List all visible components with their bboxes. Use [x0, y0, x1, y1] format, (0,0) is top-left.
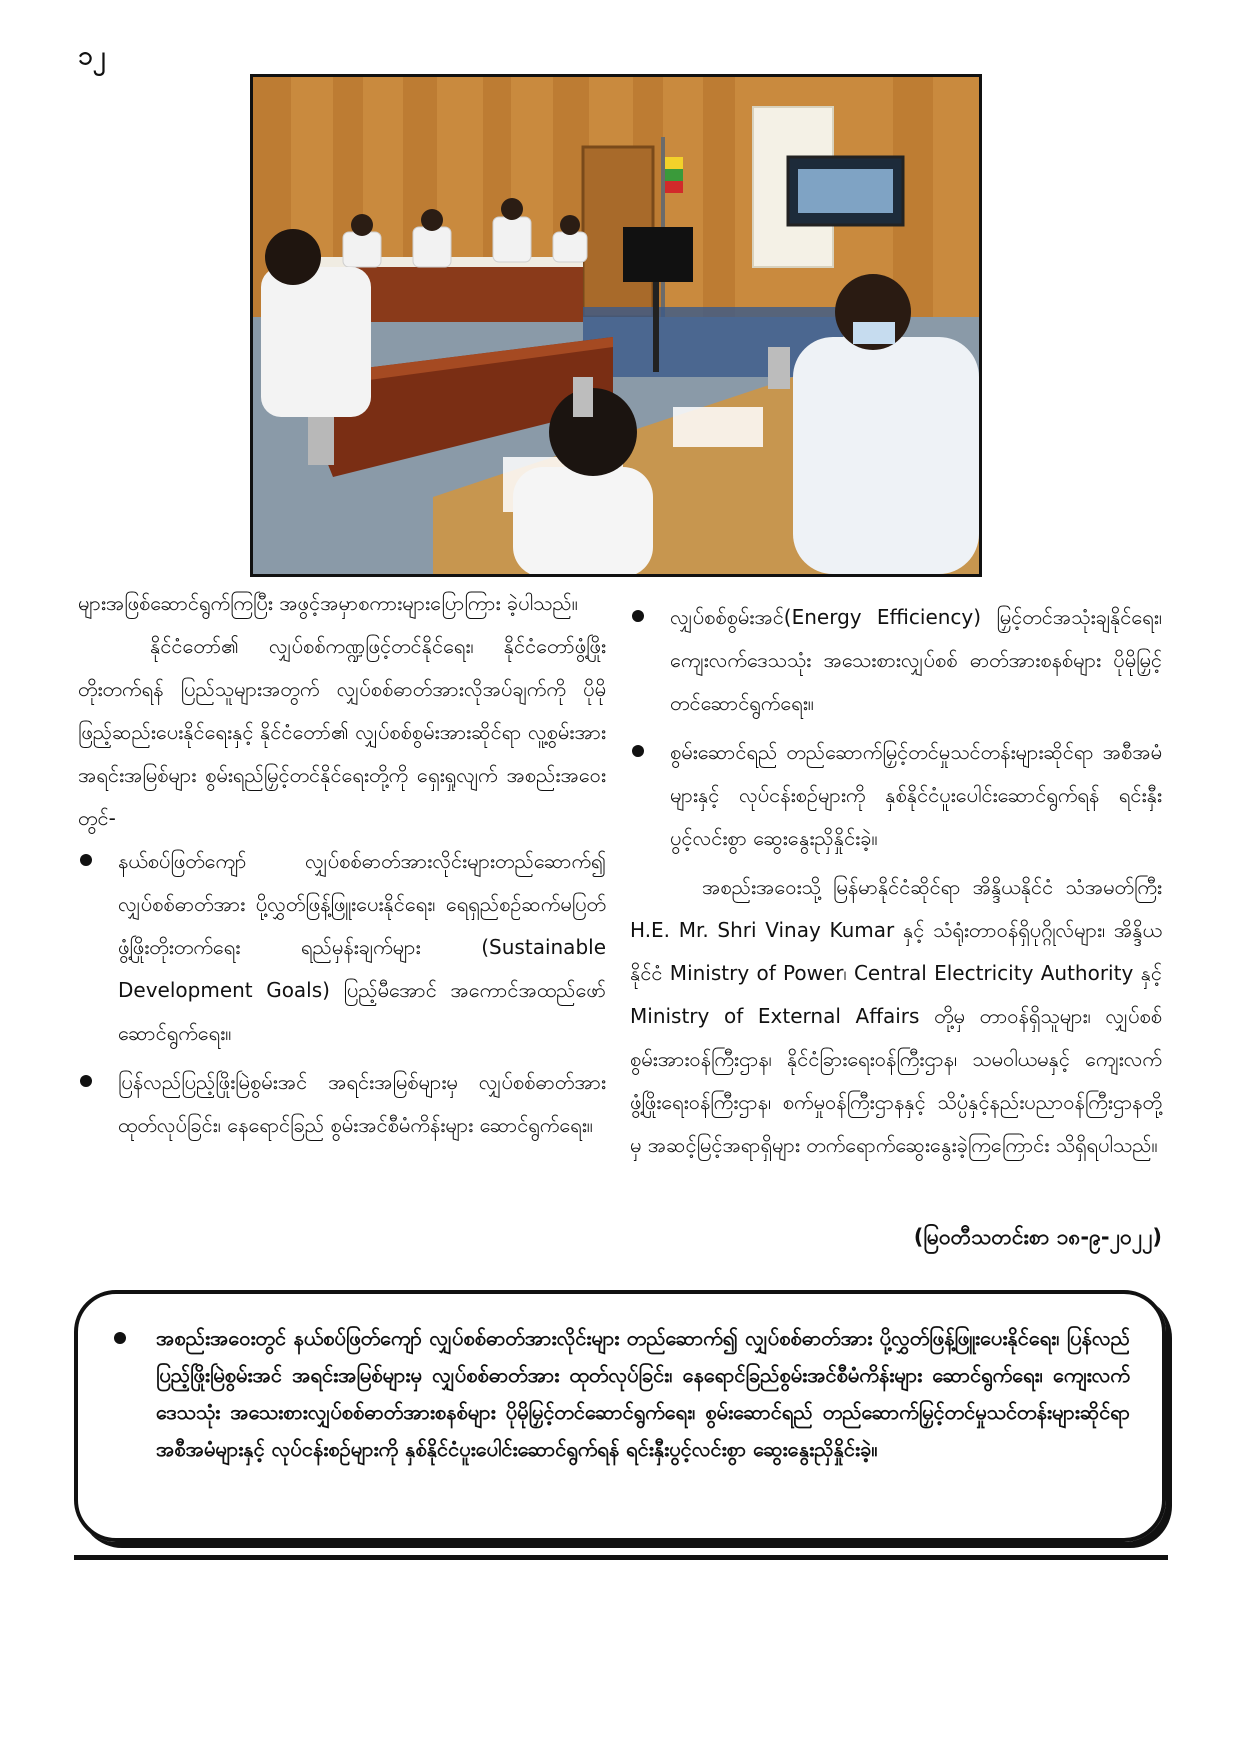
- list-item-text: နယ်စပ်ဖြတ်ကျော် လျှပ်စစ်ဓာတ်အားလိုင်းများတည်ဆောက်၍ လျှပ်စစ်ဓာတ်အား ပို့လွှတ်ဖြန့်ဖြူးပေးနိုင်ရေး၊ ရေရှည်စဉ်ဆက်မပြတ် ဖွံ့ဖြိုးတိုးတက်ရေး ရည်မှန်းချက်များ (Sustainable Development Goals) ပြည့်မီအောင် အကောင်အထည်ဖော် ဆောင်ရွက်ရေး။: [118, 849, 606, 1045]
- list-item: [630, 731, 1162, 860]
- right-bullet-list: [630, 596, 1162, 860]
- continuation-text: များအဖြစ်ဆောင်ရွက်ကြပြီး အဖွင့်အမှာစကားများပြောကြား ခဲ့ပါသည်။: [78, 591, 578, 615]
- page-number: ၁၂: [78, 41, 106, 71]
- attendees-paragraph: အစည်းအဝေးသို့ မြန်မာနိုင်ငံဆိုင်ရာ အိန္ဒိယနိုင်ငံ သံအမတ်ကြီး H.E. Mr. Shri Vinay Kumar နှင့် သံရုံးတာဝန်ရှိပုဂ္ဂိုလ်များ၊ အိန္ဒိယနိုင်ငံ Ministry of Power၊ Central Electricity Authority နှင့် Ministry of External Affairs တို့မှ တာဝန်ရှိသူများ၊ လျှပ်စစ်စွမ်းအားဝန်ကြီးဌာန၊ နိုင်ငံခြားရေးဝန်ကြီးဌာန၊ သမဝါယမနှင့် ကျေးလက်ဖွံ့ဖြိုးရေးဝန်ကြီးဌာန၊ စက်မှုဝန်ကြီးဌာနနှင့် သိပ္ပံနှင့်နည်းပညာဝန်ကြီးဌာနတို့မှ အဆင့်မြင့်အရာရှိများ တက်ရောက်ဆွေးနွေးခဲ့ကြကြောင်း သိရှိရပါသည်။: [630, 875, 1162, 1157]
- list-item: [112, 1320, 1130, 1468]
- bullet-dot-icon: [114, 1332, 126, 1344]
- list-item: [78, 840, 606, 1055]
- list-item-text: လျှပ်စစ်စွမ်းအင်(Energy Efficiency) မြှင့်တင်အသုံးချနိုင်ရေး၊ ကျေးလက်ဒေသသုံး အသေးစားလျှပ်စစ် ဓာတ်အားစနစ်များ ပိုမိုမြှင့်တင်ဆောင်ရွက်ရေး။: [670, 605, 1162, 715]
- bottom-divider: [74, 1555, 1168, 1560]
- list-item-text: စွမ်းဆောင်ရည် တည်ဆောက်မြှင့်တင်မှုသင်တန်းများဆိုင်ရာ အစီအမံများနှင့် လုပ်ငန်းစဉ်များကို နှစ်နိုင်ငံပူးပေါင်းဆောင်ရွက်ရန် ရင်းနှီးပွင့်လင်းစွာ ဆွေးနွေးညှိနှိုင်းခဲ့။: [670, 740, 1162, 850]
- bullet-dot-icon: [632, 745, 644, 757]
- source-citation: (မြဝတီသတင်းစာ ၁၈-၉-၂၀၂၂): [913, 1225, 1162, 1249]
- summary-box: [74, 1290, 1166, 1542]
- bullet-dot-icon: [632, 610, 644, 622]
- list-item-text: ပြန်လည်ပြည့်ဖြိုးမြဲစွမ်းအင် အရင်းအမြစ်များမှ လျှပ်စစ်ဓာတ်အား ထုတ်လုပ်ခြင်း၊ နေရောင်ခြည် စွမ်းအင်စီမံကိန်းများ ဆောင်ရွက်ရေး။: [118, 1070, 606, 1137]
- list-item: [630, 596, 1162, 725]
- left-bullet-list: [78, 840, 606, 1147]
- summary-text: အစည်းအဝေးတွင် နယ်စပ်ဖြတ်ကျော် လျှပ်စစ်ဓာတ်အားလိုင်းများ တည်ဆောက်၍ လျှပ်စစ်ဓာတ်အား ပို့လွှတ်ဖြန့်ဖြူးပေးနိုင်ရေး၊ ပြန်လည်ပြည့်ဖြိုးမြဲစွမ်းအင် အရင်းအမြစ်များမှ လျှပ်စစ်ဓာတ်အား ထုတ်လုပ်ခြင်း၊ နေရောင်ခြည်စွမ်းအင်စီမံကိန်းများ ဆောင်ရွက်ရေး၊ ကျေးလက်ဒေသသုံး အသေးစားလျှပ်စစ်ဓာတ်အားစနစ်များ ပိုမိုမြှင့်တင်ဆောင်ရွက်ရေး၊ စွမ်းဆောင်ရည် တည်ဆောက်မြှင့်တင်မှုသင်တန်းများဆိုင်ရာ အစီအမံများနှင့် လုပ်ငန်းစဉ်များကို နှစ်နိုင်ငံပူးပေါင်းဆောင်ရွက်ရန် ရင်းနှီးပွင့်လင်းစွာ ဆွေးနွေးညှိနှိုင်းခဲ့။: [156, 1326, 1130, 1461]
- left-column: [78, 582, 606, 1153]
- summary-list: [112, 1320, 1130, 1468]
- bullet-dot-icon: [80, 1075, 92, 1087]
- intro-paragraph: နိုင်ငံတော်၏ လျှပ်စစ်ကဏ္ဍဖြင့်တင်နိုင်ရေး၊ နိုင်ငံတော်ဖွံ့ဖြိုးတိုးတက်ရန် ပြည်သူများအတွက် လျှပ်စစ်ဓာတ်အားလိုအပ်ချက်ကို ပိုမိုဖြည့်ဆည်းပေးနိုင်ရေးနှင့် နိုင်ငံတော်၏ လျှပ်စစ်စွမ်းအားဆိုင်ရာ လူ့စွမ်းအားအရင်းအမြစ်များ စွမ်းရည်မြှင့်တင်နိုင်ရေးတို့ကို ရှေးရှုလျက် အစည်းအဝေးတွင်-: [78, 634, 606, 830]
- bullet-dot-icon: [80, 854, 92, 866]
- right-column: [630, 596, 1162, 1167]
- list-item: [78, 1061, 606, 1147]
- meeting-photo-illustration: [253, 77, 979, 574]
- meeting-photo: [250, 74, 982, 577]
